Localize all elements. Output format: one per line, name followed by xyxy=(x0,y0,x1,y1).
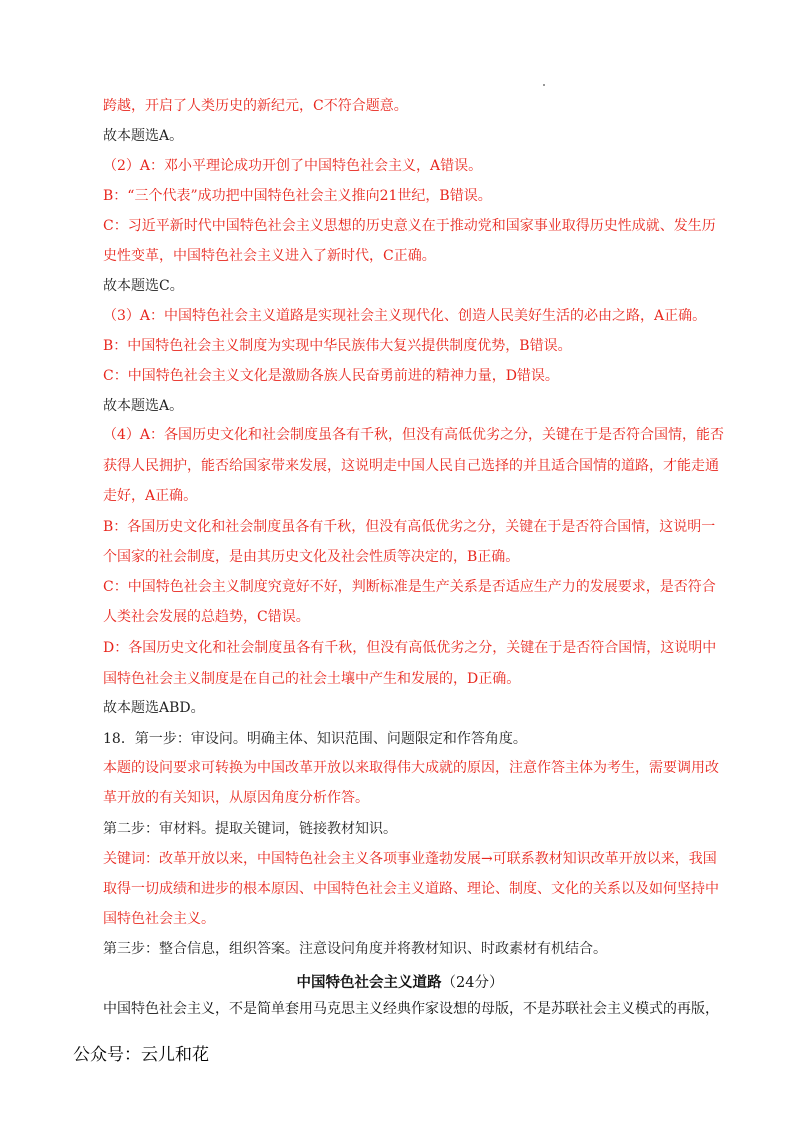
text-line: C：中国特色社会主义文化是激励各族人民奋勇前进的精神力量，D错误。 xyxy=(103,368,559,384)
text-line: 18．第一步：审设问。明确主体、知识范围、问题限定和作答角度。 xyxy=(103,731,527,747)
text-line: D：各国历史文化和社会制度虽各有千秋，但没有高低优劣之分，关键在于是否符合国情，这说明中 xyxy=(103,640,717,656)
text-line: 走好，A正确。 xyxy=(103,488,198,504)
text-line: （2）A：邓小平理论成功开创了中国特色社会主义，A错误。 xyxy=(103,158,483,174)
page-dot xyxy=(543,84,545,86)
text-line: 个国家的社会制度，是由其历史文化及社会性质等决定的，B正确。 xyxy=(103,549,520,565)
text-line: （3）A：中国特色社会主义道路是实现社会主义现代化、创造人民美好生活的必由之路，A正确。 xyxy=(103,308,707,324)
text-line: （4）A：各国历史文化和社会制度虽各有千秋，但没有高低优劣之分，关键在于是否符合国情，能否 xyxy=(103,427,725,443)
section-title xyxy=(0,974,800,992)
text-line: 关键词：改革开放以来，中国特色社会主义各项事业蓬勃发展→可联系教材知识改革开放以来，我国 xyxy=(103,851,717,867)
text-line: 第二步：审材料。提取关键词，链接教材知识。 xyxy=(103,821,397,837)
text-line: B：“三个代表”成功把中国特色社会主义推向21世纪，B错误。 xyxy=(103,188,492,204)
text-line: 获得人民拥护，能否给国家带来发展，这说明走中国人民自己选择的并且适合国情的道路，才能走通 xyxy=(103,458,719,474)
text-line: C：习近平新时代中国特色社会主义思想的历史意义在于推动党和国家事业取得历史性成就、发生历 xyxy=(103,218,716,234)
text-line: 革开放的有关知识，从原因角度分析作答。 xyxy=(103,790,369,806)
text-line: 取得一切成绩和进步的根本原因、中国特色社会主义道路、理论、制度、文化的关系以及如何坚持中 xyxy=(103,881,719,897)
text-line: 故本题选C。 xyxy=(103,278,184,294)
section-title-text: 中国特色社会主义道路 xyxy=(296,974,442,991)
text-line: 故本题选ABD。 xyxy=(103,700,205,716)
text-line: 故本题选A。 xyxy=(103,128,184,144)
text-line: 国特色社会主义。 xyxy=(103,911,215,927)
text-line: 人类社会发展的总趋势，C错误。 xyxy=(103,609,310,625)
text-line: C：中国特色社会主义制度究竟好不好，判断标准是生产关系是否适应生产力的发展要求，是否符合 xyxy=(103,579,716,595)
text-line: 跨越，开启了人类历史的新纪元，C不符合题意。 xyxy=(103,98,408,114)
text-line: B：各国历史文化和社会制度虽各有千秋，但没有高低优劣之分，关键在于是否符合国情，这说明一 xyxy=(103,519,716,535)
text-line: 国特色社会主义制度是在自己的社会土壤中产生和发展的，D正确。 xyxy=(103,671,521,687)
text-line: B：中国特色社会主义制度为实现中华民族伟大复兴提供制度优势，B错误。 xyxy=(103,338,572,354)
text-line: 本题的设问要求可转换为中国改革开放以来取得伟大成就的原因，注意作答主体为考生，需要调用改 xyxy=(103,760,719,776)
footer-wechat: 公众号：云儿和花 xyxy=(73,1045,209,1065)
text-line: 第三步：整合信息，组织答案。注意设问角度并将教材知识、时政素材有机结合。 xyxy=(103,941,607,957)
body-paragraph: 中国特色社会主义，不是简单套用马克思主义经典作家设想的母版，不是苏联社会主义模式的再版， xyxy=(103,1001,719,1017)
text-line: 史性变革，中国特色社会主义进入了新时代，C正确。 xyxy=(103,248,436,264)
section-title-score: （24分） xyxy=(441,975,504,991)
text-line: 故本题选A。 xyxy=(103,398,184,414)
